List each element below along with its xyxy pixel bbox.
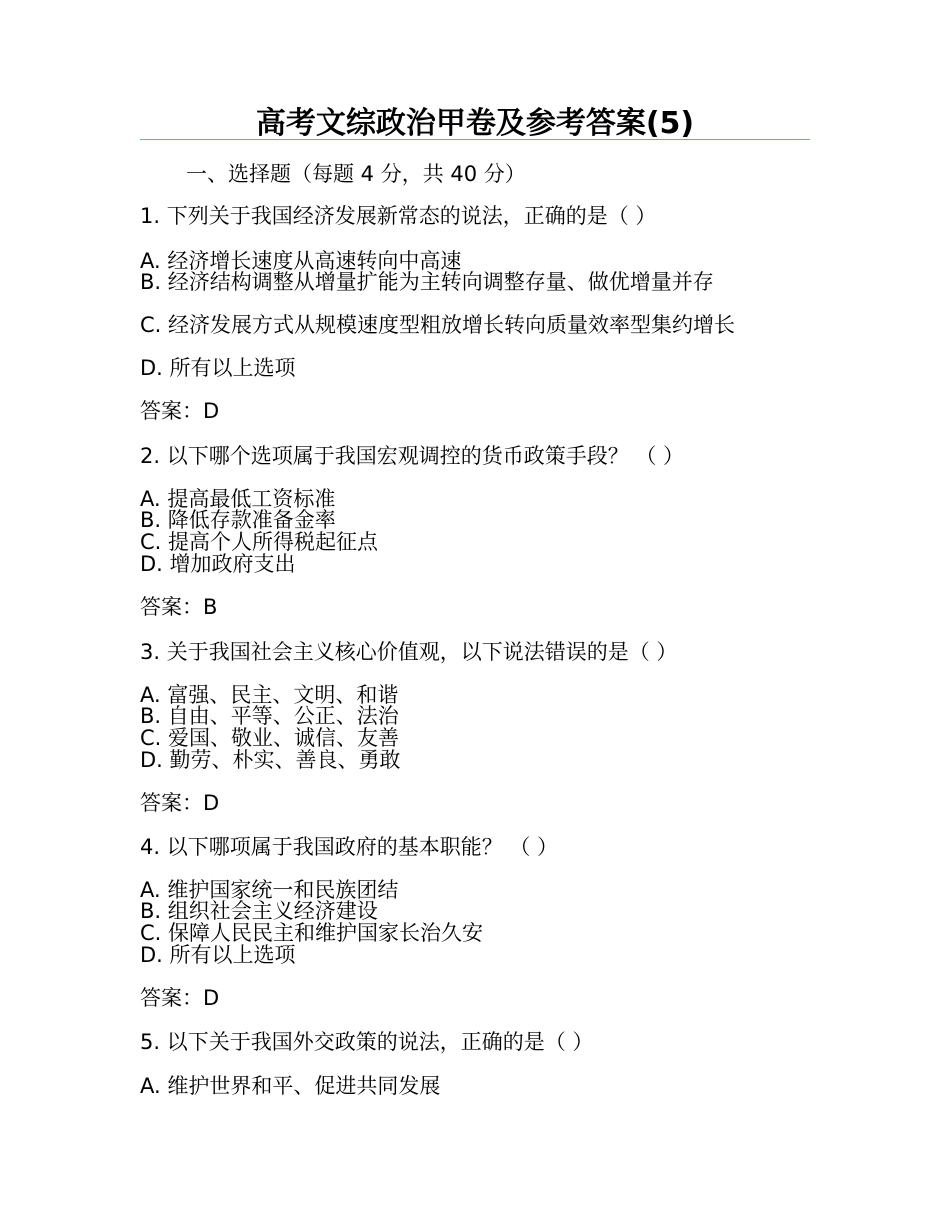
question-1-option-b: B. 经济结构调整从增量扩能为主转向调整存量、做优增量并存 <box>140 270 714 294</box>
question-2-option-b: B. 降低存款准备金率 <box>140 508 336 532</box>
question-4-answer: 答案：D <box>140 986 220 1010</box>
question-3-option-b: B. 自由、平等、公正、法治 <box>140 704 399 728</box>
question-2-answer: 答案：B <box>140 595 218 619</box>
document-title: 高考文综政治甲卷及参考答案(5) <box>255 106 695 141</box>
question-1-option-d: D. 所有以上选项 <box>140 356 296 380</box>
question-1-option-a: A. 经济增长速度从高速转向中高速 <box>140 249 462 273</box>
question-2-option-a: A. 提高最低工资标准 <box>140 487 336 511</box>
section-heading: 一、选择题（每题 4 分，共 40 分） <box>186 162 526 186</box>
question-1-answer: 答案：D <box>140 399 220 423</box>
question-1-option-c: C. 经济发展方式从规模速度型粗放增长转向质量效率型集约增长 <box>140 313 736 337</box>
question-4-option-d: D. 所有以上选项 <box>140 943 296 967</box>
question-3-stem: 3. 关于我国社会主义核心价值观，以下说法错误的是（ ） <box>140 640 678 664</box>
question-5-stem: 5. 以下关于我国外交政策的说法，正确的是（ ） <box>140 1030 594 1054</box>
question-3-option-c: C. 爱国、敬业、诚信、友善 <box>140 726 400 750</box>
question-3-option-d: D. 勤劳、朴实、善良、勇敢 <box>140 748 401 772</box>
title-underline-divider <box>140 139 810 140</box>
question-3-answer: 答案：D <box>140 791 220 815</box>
question-4-option-b: B. 组织社会主义经济建设 <box>140 899 378 923</box>
question-5-option-a: A. 维护世界和平、促进共同发展 <box>140 1074 441 1098</box>
question-4-option-c: C. 保障人民民主和维护国家长治久安 <box>140 921 484 945</box>
question-2-option-c: C. 提高个人所得税起征点 <box>140 530 379 554</box>
question-2-stem: 2. 以下哪个选项属于我国宏观调控的货币政策手段？ （ ） <box>140 444 685 468</box>
question-4-option-a: A. 维护国家统一和民族团结 <box>140 878 399 902</box>
question-1-stem: 1. 下列关于我国经济发展新常态的说法，正确的是（ ） <box>140 204 657 228</box>
question-2-option-d: D. 增加政府支出 <box>140 552 296 576</box>
question-3-option-a: A. 富强、民主、文明、和谐 <box>140 683 399 707</box>
question-4-stem: 4. 以下哪项属于我国政府的基本职能？ （ ） <box>140 835 559 859</box>
